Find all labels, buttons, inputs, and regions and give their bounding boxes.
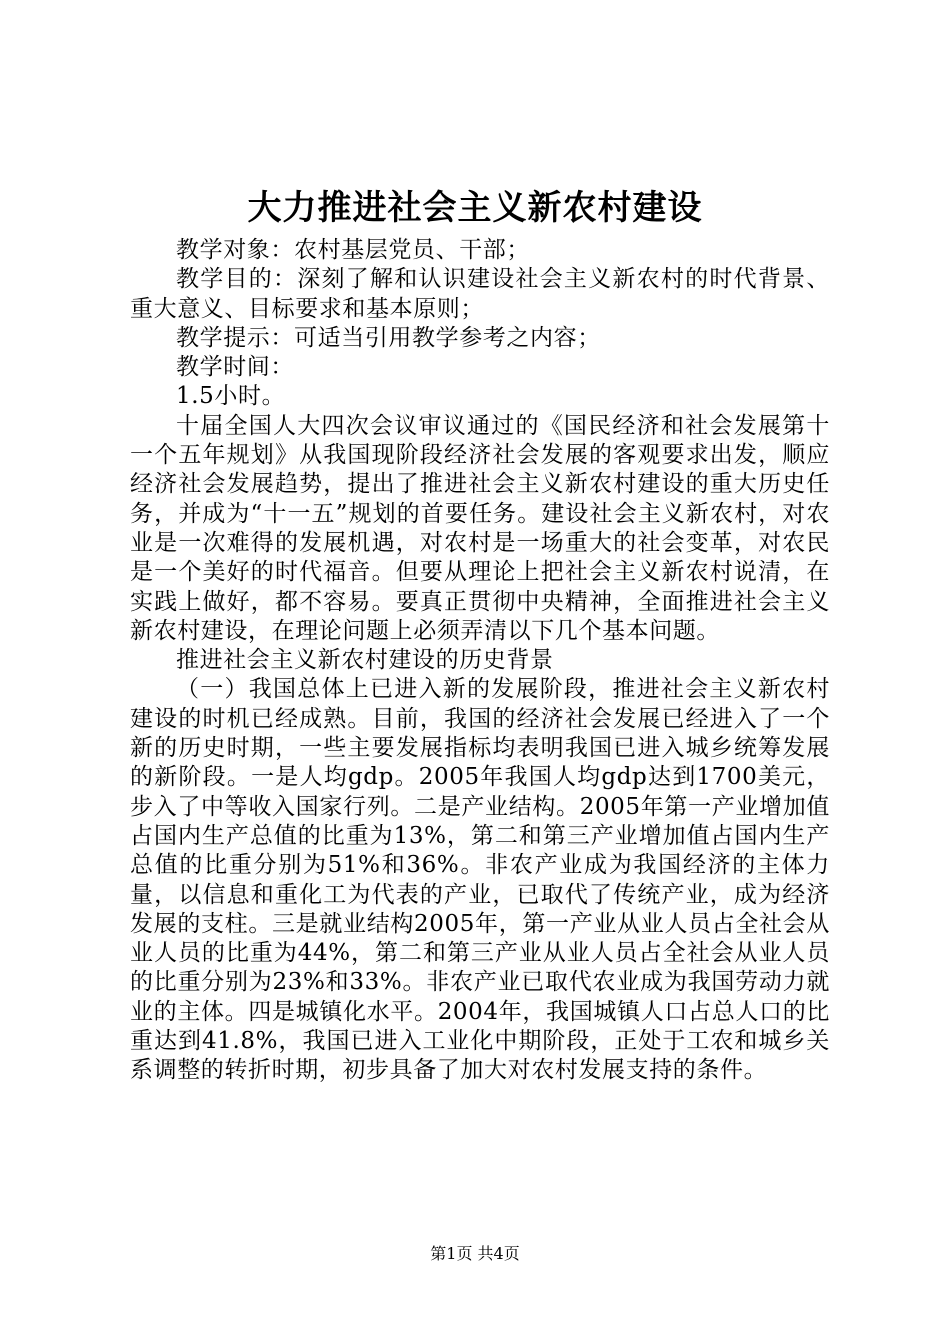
section-heading-background: 推进社会主义新农村建设的历史背景 [176, 647, 554, 674]
paragraph-teaching-time: 教学时间： [176, 354, 294, 381]
paragraph-section-one: （一）我国总体上已进入新的发展阶段，推进社会主义新农村建设的时机已经成熟。目前，我国的经济社会发展已经进入了一个新的历史时期，一些主要发展指标均表明我国已进入城乡统筹发展的新阶段。一是人均gdp。2005年我国人均gdp达到1700美元，步入了中等收入国家行列。二是产业结构。2005年第一产业增加值占国内生产总值的比重为13%，第二和第三产业增加值占国内生产总值的比重分别为51%和36%。非农产业成为我国经济的主体力量，以信息和重化工为代表的产业，已取代了传统产业，成为经济发展的支柱。三是就业结构2005年，第一产业从业人员占全社会从业人员的比重为44%，第二和第三产业从业人员占全社会从业人员的比重分别为23%和33%。非农产业已取代农业成为我国劳动力就业的主体。四是城镇化水平。2004年，我国城镇人口占总人口的比重达到41.8%，我国已进入工业化中期阶段，正处于工农和城乡关系调整的转折时期，初步具备了加大对农村发展支持的条件。 [130, 676, 830, 1084]
paragraph-intro: 十届全国人大四次会议审议通过的《国民经济和社会发展第十一个五年规划》从我国现阶段经济社会发展的客观要求出发，顺应经济社会发展趋势，提出了推进社会主义新农村建设的重大历史任务，并成为“十一五”规划的首要任务。建设社会主义新农村，对农业是一次难得的发展机遇，对农村是一场重大的社会变革，对农民是一个美好的时代福音。但要从理论上把社会主义新农村说清，在实践上做好，都不容易。要真正贯彻中央精神，全面推进社会主义新农村建设，在理论问题上必须弄清以下几个基本问题。 [130, 412, 830, 644]
paragraph-duration: 1.5小时。 [176, 383, 286, 410]
paragraph-teaching-hint: 教学提示：可适当引用教学参考之内容； [176, 324, 601, 351]
document-body [130, 236, 830, 1086]
paragraph-teaching-purpose: 教学目的：深刻了解和认识建设社会主义新农村的时代背景、重大意义、目标要求和基本原则； [130, 266, 830, 322]
paragraph-teaching-audience: 教学对象：农村基层党员、干部； [176, 237, 530, 263]
document-title: 大力推进社会主义新农村建设 [247, 188, 703, 228]
page-footer: 第1页 共4页 [430, 1244, 520, 1263]
